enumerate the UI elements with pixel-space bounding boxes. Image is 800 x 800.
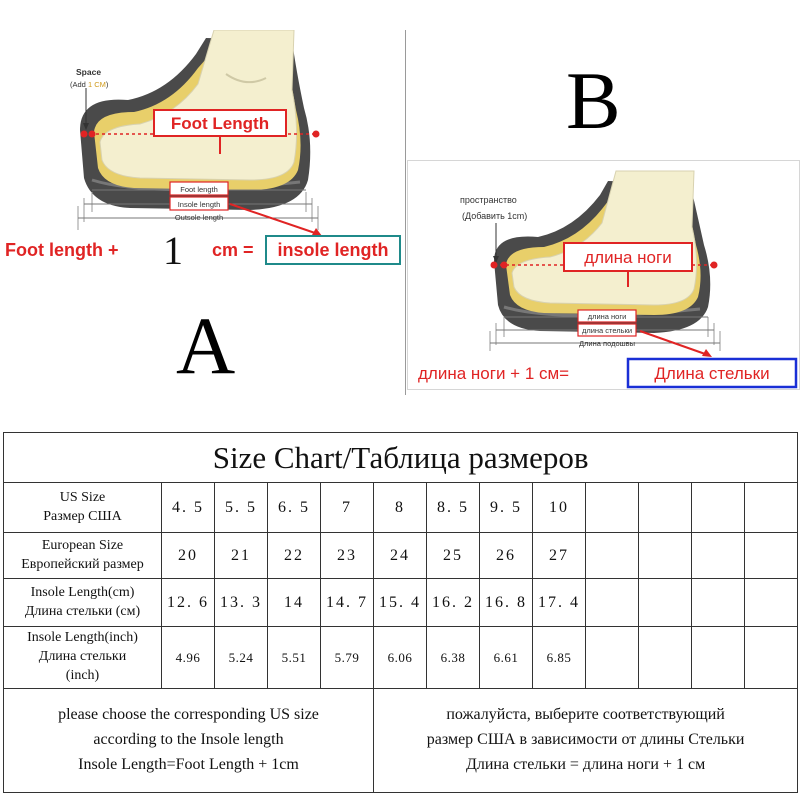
us-size-row	[4, 483, 798, 533]
notes-row	[4, 689, 798, 793]
row-header-insole-cm: Insole Length(cm) Длина стельки (см)	[4, 579, 162, 627]
table-cell: 8	[374, 483, 427, 533]
table-cell: 17. 4	[533, 579, 586, 627]
size-chart-title: Size Chart/Таблица размеров	[4, 433, 798, 483]
empty-cell	[692, 579, 745, 627]
table-cell: 5.24	[215, 627, 268, 689]
outsole-length-small: Длина подошвы	[578, 339, 636, 348]
outsole-length-small: Outsole length	[174, 213, 224, 222]
empty-cell	[586, 579, 639, 627]
table-cell: 6.38	[427, 627, 480, 689]
illustration-a	[0, 30, 405, 270]
empty-cell	[639, 627, 692, 689]
size-chart-table	[3, 432, 798, 793]
table-cell: 13. 3	[215, 579, 268, 627]
illustration-b	[407, 160, 800, 390]
empty-cell	[745, 579, 798, 627]
table-cell: 10	[533, 483, 586, 533]
table-cell: 24	[374, 533, 427, 579]
empty-cell	[586, 533, 639, 579]
row-header-us-size: US Size Размер США	[4, 483, 162, 533]
empty-cell	[692, 483, 745, 533]
label-a: A	[176, 300, 236, 391]
empty-cell	[586, 627, 639, 689]
table-cell: 6.06	[374, 627, 427, 689]
table-cell: 27	[533, 533, 586, 579]
table-cell: 14. 7	[321, 579, 374, 627]
space-label: Space	[76, 67, 102, 77]
table-cell: 9. 5	[480, 483, 533, 533]
empty-cell	[745, 483, 798, 533]
table-cell: 4. 5	[162, 483, 215, 533]
table-cell: 6.61	[480, 627, 533, 689]
space-label: пространство	[460, 195, 517, 205]
empty-cell	[692, 627, 745, 689]
table-cell: 7	[321, 483, 374, 533]
empty-cell	[745, 627, 798, 689]
formula-left: Foot length +	[5, 240, 119, 260]
table-cell: 5.79	[321, 627, 374, 689]
table-cell: 4.96	[162, 627, 215, 689]
empty-cell	[692, 533, 745, 579]
note-russian: пожалуйста, выберите соответствующий размер США в зависимости от длины Стельки Длина стельки = длина ноги + 1 см	[374, 689, 798, 793]
formula-result: insole length	[277, 240, 389, 260]
foot-length-label: Foot Length	[170, 114, 270, 133]
table-cell: 15. 4	[374, 579, 427, 627]
foot-length-label: длина ноги	[584, 248, 672, 267]
table-cell: 16. 2	[427, 579, 480, 627]
shoe-diagram-b	[408, 161, 800, 390]
table-cell: 12. 6	[162, 579, 215, 627]
label-b: B	[566, 55, 621, 146]
formula-left: длина ноги + 1 см=	[418, 364, 570, 383]
insole-length-small: Insole length	[177, 200, 221, 209]
foot-length-small: Foot length	[180, 185, 218, 194]
table-cell: 6.85	[533, 627, 586, 689]
table-cell: 5.51	[268, 627, 321, 689]
table-cell: 6. 5	[268, 483, 321, 533]
insole-inch-row	[4, 627, 798, 689]
table-cell: 23	[321, 533, 374, 579]
foot-length-small: длина ноги	[587, 312, 627, 321]
row-header-insole-inch: Insole Length(inch) Длина стельки (inch)	[4, 627, 162, 689]
table-cell: 22	[268, 533, 321, 579]
empty-cell	[745, 533, 798, 579]
empty-cell	[639, 483, 692, 533]
formula-cm: cm =	[212, 240, 254, 260]
table-cell: 5. 5	[215, 483, 268, 533]
empty-cell	[639, 579, 692, 627]
space-add-note: (Добавить 1cm)	[462, 211, 528, 221]
european-size-row	[4, 533, 798, 579]
table-cell: 8. 5	[427, 483, 480, 533]
formula-number: 1	[163, 228, 183, 270]
shoe-diagram-a	[0, 30, 405, 270]
empty-cell	[639, 533, 692, 579]
row-header-european-size: European Size Европейский размер	[4, 533, 162, 579]
formula-result: Длина стельки	[654, 364, 770, 383]
note-english: please choose the corresponding US size according to the Insole length Insole Length=Foot Length + 1cm	[4, 689, 374, 793]
table-cell: 21	[215, 533, 268, 579]
table-cell: 16. 8	[480, 579, 533, 627]
table-cell: 26	[480, 533, 533, 579]
vertical-divider	[405, 30, 406, 395]
insole-cm-row	[4, 579, 798, 627]
table-cell: 20	[162, 533, 215, 579]
table-cell: 25	[427, 533, 480, 579]
table-cell: 14	[268, 579, 321, 627]
space-add-note: (Add 1 CM)	[70, 80, 109, 89]
empty-cell	[586, 483, 639, 533]
insole-length-small: длина стельки	[581, 326, 633, 335]
